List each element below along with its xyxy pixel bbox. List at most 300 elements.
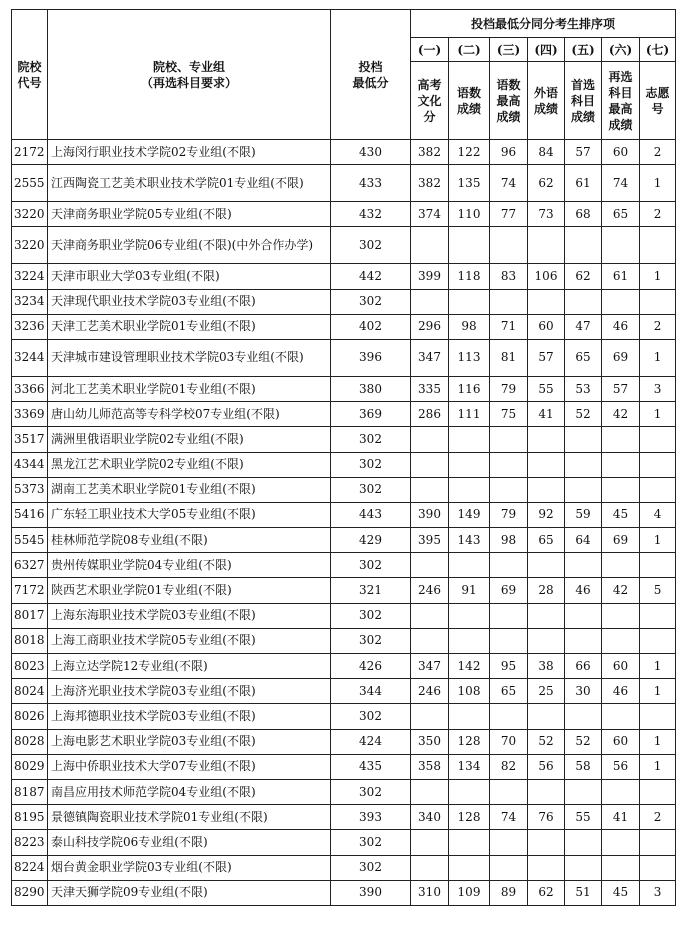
table-row: [12, 140, 676, 165]
header-tiebreak-item: [565, 62, 602, 140]
cell-tiebreak: 65: [490, 679, 528, 704]
table-row: [12, 553, 676, 578]
cell-name: 桂林师范学院08专业组(不限): [48, 528, 331, 553]
cell-tiebreak: [528, 603, 565, 628]
cell-tiebreak: [449, 553, 490, 578]
cell-tiebreak: 382: [411, 140, 449, 165]
cell-tiebreak: 55: [565, 805, 602, 830]
cell-tiebreak: 246: [411, 578, 449, 603]
header-tiebreak-num: (一): [411, 38, 449, 62]
cell-tiebreak: [602, 830, 640, 855]
cell-tiebreak: [528, 855, 565, 880]
cell-tiebreak: [565, 553, 602, 578]
table-row: [12, 729, 676, 754]
cell-tiebreak: [565, 227, 602, 264]
cell-tiebreak: 38: [528, 654, 565, 679]
cell-tiebreak: 95: [490, 654, 528, 679]
cell-code: 3220: [12, 227, 48, 264]
cell-tiebreak: [602, 477, 640, 502]
cell-tiebreak: 73: [528, 202, 565, 227]
cell-code: 8024: [12, 679, 48, 704]
cell-min-score: 433: [331, 165, 411, 202]
cell-min-score: 344: [331, 679, 411, 704]
cell-tiebreak: 57: [528, 339, 565, 376]
cell-tiebreak: [449, 227, 490, 264]
cell-name: 上海闵行职业技术学院02专业组(不限): [48, 140, 331, 165]
cell-tiebreak: 2: [640, 805, 676, 830]
header-tiebreak-item-label: 再选 科目 最高 成绩: [608, 69, 633, 132]
table-header: [12, 10, 676, 140]
cell-tiebreak: [490, 603, 528, 628]
cell-tiebreak: 1: [640, 165, 676, 202]
table-row: [12, 855, 676, 880]
cell-tiebreak: 111: [449, 402, 490, 427]
cell-tiebreak: [640, 855, 676, 880]
cell-min-score: 393: [331, 805, 411, 830]
cell-tiebreak: [565, 477, 602, 502]
cell-tiebreak: 66: [565, 654, 602, 679]
header-tiebreak-item: [602, 62, 640, 140]
cell-tiebreak: 45: [602, 880, 640, 905]
cell-name: 湖南工艺美术职业学院01专业组(不限): [48, 477, 331, 502]
cell-tiebreak: 52: [528, 729, 565, 754]
cell-code: 2555: [12, 165, 48, 202]
cell-min-score: 442: [331, 264, 411, 289]
cell-min-score: 302: [331, 427, 411, 452]
cell-tiebreak: 374: [411, 202, 449, 227]
cell-tiebreak: 75: [490, 402, 528, 427]
cell-tiebreak: [411, 779, 449, 804]
cell-tiebreak: 47: [565, 314, 602, 339]
cell-tiebreak: [565, 704, 602, 729]
cell-tiebreak: 61: [565, 165, 602, 202]
cell-tiebreak: 28: [528, 578, 565, 603]
cell-tiebreak: [411, 477, 449, 502]
header-code: 院校 代号: [12, 10, 48, 140]
cell-tiebreak: 2: [640, 140, 676, 165]
cell-tiebreak: [449, 628, 490, 653]
cell-code: 3244: [12, 339, 48, 376]
cell-tiebreak: [565, 779, 602, 804]
cell-code: 5373: [12, 477, 48, 502]
cell-tiebreak: [565, 830, 602, 855]
table-row: [12, 805, 676, 830]
cell-tiebreak: 149: [449, 502, 490, 527]
table-row: [12, 628, 676, 653]
cell-name: 唐山幼儿师范高等专科学校07专业组(不限): [48, 402, 331, 427]
cell-tiebreak: 335: [411, 376, 449, 401]
cell-tiebreak: 68: [565, 202, 602, 227]
cell-code: 8017: [12, 603, 48, 628]
cell-min-score: 430: [331, 140, 411, 165]
cell-tiebreak: [490, 289, 528, 314]
cell-tiebreak: 347: [411, 339, 449, 376]
cell-code: 7172: [12, 578, 48, 603]
cell-tiebreak: [411, 855, 449, 880]
cell-tiebreak: [602, 704, 640, 729]
cell-tiebreak: 1: [640, 654, 676, 679]
cell-tiebreak: 41: [602, 805, 640, 830]
header-tiebreak-num: (三): [490, 38, 528, 62]
header-tiebreak-num: (六): [602, 38, 640, 62]
header-tiebreak-num: (七): [640, 38, 676, 62]
cell-tiebreak: [449, 603, 490, 628]
cell-tiebreak: [640, 452, 676, 477]
cell-code: 3366: [12, 376, 48, 401]
cell-tiebreak: 61: [602, 264, 640, 289]
table-row: [12, 754, 676, 779]
cell-tiebreak: 98: [490, 528, 528, 553]
cell-tiebreak: 45: [602, 502, 640, 527]
header-tiebreak-item-label: 外语 成绩: [533, 85, 558, 116]
cell-code: 8026: [12, 704, 48, 729]
cell-code: 4344: [12, 452, 48, 477]
cell-name: 上海中侨职业技术大学07专业组(不限): [48, 754, 331, 779]
cell-tiebreak: 57: [565, 140, 602, 165]
cell-tiebreak: 64: [565, 528, 602, 553]
cell-tiebreak: [602, 628, 640, 653]
cell-tiebreak: [528, 289, 565, 314]
header-tiebreak-item-label: 语数 成绩: [456, 85, 481, 116]
cell-name: 贵州传媒职业学院04专业组(不限): [48, 553, 331, 578]
header-tiebreak-item: [528, 62, 565, 140]
cell-tiebreak: [449, 452, 490, 477]
cell-tiebreak: [449, 477, 490, 502]
cell-tiebreak: 69: [490, 578, 528, 603]
cell-tiebreak: 69: [602, 528, 640, 553]
cell-name: 天津商务职业学院05专业组(不限): [48, 202, 331, 227]
cell-name: 广东轻工职业技术大学05专业组(不限): [48, 502, 331, 527]
header-tiebreak-item-label: 志愿 号: [645, 85, 670, 116]
cell-name: 烟台黄金职业学院03专业组(不限): [48, 855, 331, 880]
cell-name: 上海工商职业技术学院05专业组(不限): [48, 628, 331, 653]
cell-tiebreak: 246: [411, 679, 449, 704]
cell-tiebreak: [528, 452, 565, 477]
cell-tiebreak: [602, 603, 640, 628]
cell-tiebreak: [411, 227, 449, 264]
cell-tiebreak: 96: [490, 140, 528, 165]
cell-tiebreak: [411, 289, 449, 314]
cell-name: 上海济光职业技术学院03专业组(不限): [48, 679, 331, 704]
cell-tiebreak: 143: [449, 528, 490, 553]
header-tiebreak-item: [640, 62, 676, 140]
header-tiebreak-num: (二): [449, 38, 490, 62]
cell-min-score: 302: [331, 830, 411, 855]
cell-tiebreak: [490, 704, 528, 729]
table-row: [12, 654, 676, 679]
cell-tiebreak: [411, 704, 449, 729]
cell-min-score: 435: [331, 754, 411, 779]
cell-tiebreak: 30: [565, 679, 602, 704]
table-row: [12, 264, 676, 289]
cell-tiebreak: 62: [528, 880, 565, 905]
header-tiebreak-num: (五): [565, 38, 602, 62]
cell-tiebreak: 79: [490, 502, 528, 527]
cell-tiebreak: [449, 830, 490, 855]
cell-min-score: 302: [331, 855, 411, 880]
header-tiebreak-item: [411, 62, 449, 140]
cell-tiebreak: [640, 628, 676, 653]
cell-min-score: 424: [331, 729, 411, 754]
cell-tiebreak: 57: [602, 376, 640, 401]
cell-tiebreak: [640, 779, 676, 804]
cell-tiebreak: 60: [528, 314, 565, 339]
cell-code: 8028: [12, 729, 48, 754]
table-row: [12, 452, 676, 477]
cell-name: 天津城市建设管理职业技术学院03专业组(不限): [48, 339, 331, 376]
cell-tiebreak: [640, 830, 676, 855]
cell-tiebreak: [528, 427, 565, 452]
cell-tiebreak: [602, 553, 640, 578]
header-min-score: 投档 最低分: [331, 10, 411, 140]
cell-tiebreak: 1: [640, 402, 676, 427]
cell-tiebreak: 350: [411, 729, 449, 754]
cell-tiebreak: 390: [411, 502, 449, 527]
cell-tiebreak: 74: [490, 165, 528, 202]
cell-tiebreak: 128: [449, 805, 490, 830]
cell-tiebreak: [565, 427, 602, 452]
cell-tiebreak: 109: [449, 880, 490, 905]
cell-min-score: 443: [331, 502, 411, 527]
cell-tiebreak: 62: [565, 264, 602, 289]
cell-tiebreak: 113: [449, 339, 490, 376]
cell-tiebreak: 3: [640, 376, 676, 401]
table-row: [12, 165, 676, 202]
cell-min-score: 321: [331, 578, 411, 603]
cell-tiebreak: [490, 227, 528, 264]
table-row: [12, 376, 676, 401]
cell-tiebreak: 41: [528, 402, 565, 427]
cell-code: 8290: [12, 880, 48, 905]
cell-tiebreak: 347: [411, 654, 449, 679]
cell-tiebreak: 1: [640, 729, 676, 754]
cell-tiebreak: [411, 427, 449, 452]
cell-code: 3236: [12, 314, 48, 339]
cell-tiebreak: 65: [528, 528, 565, 553]
cell-code: 8224: [12, 855, 48, 880]
header-tiebreak-item: [490, 62, 528, 140]
table-row: [12, 227, 676, 264]
table-row: [12, 202, 676, 227]
cell-tiebreak: 83: [490, 264, 528, 289]
cell-tiebreak: [528, 553, 565, 578]
cell-tiebreak: [490, 452, 528, 477]
cell-tiebreak: 59: [565, 502, 602, 527]
cell-tiebreak: [449, 779, 490, 804]
cell-tiebreak: [411, 603, 449, 628]
cell-tiebreak: [602, 427, 640, 452]
table-row: [12, 880, 676, 905]
cell-tiebreak: [490, 553, 528, 578]
cell-tiebreak: 1: [640, 754, 676, 779]
cell-tiebreak: 52: [565, 729, 602, 754]
cell-min-score: 302: [331, 603, 411, 628]
cell-name: 黑龙江艺术职业学院02专业组(不限): [48, 452, 331, 477]
cell-code: 8195: [12, 805, 48, 830]
cell-tiebreak: 46: [565, 578, 602, 603]
cell-tiebreak: 122: [449, 140, 490, 165]
cell-name: 河北工艺美术职业学院01专业组(不限): [48, 376, 331, 401]
cell-min-score: 302: [331, 452, 411, 477]
cell-tiebreak: 79: [490, 376, 528, 401]
cell-tiebreak: 52: [565, 402, 602, 427]
cell-tiebreak: 74: [490, 805, 528, 830]
cell-tiebreak: 42: [602, 402, 640, 427]
cell-tiebreak: 70: [490, 729, 528, 754]
cell-tiebreak: [640, 427, 676, 452]
table-body: [12, 140, 676, 906]
admission-score-table: [11, 9, 676, 906]
cell-min-score: 369: [331, 402, 411, 427]
table-row: [12, 779, 676, 804]
cell-tiebreak: [490, 855, 528, 880]
cell-tiebreak: 76: [528, 805, 565, 830]
cell-tiebreak: [640, 553, 676, 578]
cell-name: 上海东海职业技术学院03专业组(不限): [48, 603, 331, 628]
cell-tiebreak: 69: [602, 339, 640, 376]
cell-tiebreak: 399: [411, 264, 449, 289]
cell-name: 天津天狮学院09专业组(不限): [48, 880, 331, 905]
cell-tiebreak: [528, 628, 565, 653]
cell-code: 5416: [12, 502, 48, 527]
cell-min-score: 302: [331, 227, 411, 264]
cell-name: 陕西艺术职业学院01专业组(不限): [48, 578, 331, 603]
cell-min-score: 380: [331, 376, 411, 401]
cell-code: 8023: [12, 654, 48, 679]
cell-min-score: 302: [331, 477, 411, 502]
cell-tiebreak: 358: [411, 754, 449, 779]
cell-name: 上海立达学院12专业组(不限): [48, 654, 331, 679]
cell-tiebreak: 5: [640, 578, 676, 603]
cell-tiebreak: 51: [565, 880, 602, 905]
cell-tiebreak: [490, 427, 528, 452]
cell-tiebreak: [602, 855, 640, 880]
cell-tiebreak: 118: [449, 264, 490, 289]
cell-tiebreak: [565, 603, 602, 628]
cell-code: 3220: [12, 202, 48, 227]
cell-tiebreak: [411, 553, 449, 578]
cell-min-score: 302: [331, 553, 411, 578]
header-name: 院校、专业组 （再选科目要求）: [48, 10, 331, 140]
table-row: [12, 289, 676, 314]
cell-tiebreak: 65: [565, 339, 602, 376]
cell-tiebreak: [640, 227, 676, 264]
cell-tiebreak: 142: [449, 654, 490, 679]
cell-tiebreak: [640, 704, 676, 729]
cell-tiebreak: 110: [449, 202, 490, 227]
table-row: [12, 704, 676, 729]
cell-tiebreak: 65: [602, 202, 640, 227]
table-row: [12, 402, 676, 427]
cell-tiebreak: 56: [602, 754, 640, 779]
cell-tiebreak: [490, 628, 528, 653]
cell-tiebreak: [565, 855, 602, 880]
cell-tiebreak: [602, 779, 640, 804]
table-row: [12, 314, 676, 339]
cell-name: 泰山科技学院06专业组(不限): [48, 830, 331, 855]
cell-tiebreak: 382: [411, 165, 449, 202]
cell-tiebreak: [411, 452, 449, 477]
header-tiebreak-item-label: 语数 最高 成绩: [496, 77, 521, 124]
cell-code: 6327: [12, 553, 48, 578]
cell-tiebreak: 84: [528, 140, 565, 165]
cell-tiebreak: 71: [490, 314, 528, 339]
cell-code: 3234: [12, 289, 48, 314]
cell-tiebreak: 2: [640, 202, 676, 227]
cell-tiebreak: 1: [640, 528, 676, 553]
cell-min-score: 429: [331, 528, 411, 553]
cell-code: 8187: [12, 779, 48, 804]
cell-min-score: 432: [331, 202, 411, 227]
cell-tiebreak: 46: [602, 679, 640, 704]
cell-name: 上海电影艺术职业学院03专业组(不限): [48, 729, 331, 754]
cell-tiebreak: 25: [528, 679, 565, 704]
cell-tiebreak: 286: [411, 402, 449, 427]
cell-tiebreak: 60: [602, 729, 640, 754]
cell-tiebreak: 55: [528, 376, 565, 401]
cell-tiebreak: [640, 289, 676, 314]
cell-tiebreak: 1: [640, 679, 676, 704]
cell-min-score: 302: [331, 779, 411, 804]
cell-tiebreak: [528, 830, 565, 855]
cell-code: 2172: [12, 140, 48, 165]
cell-min-score: 302: [331, 289, 411, 314]
cell-code: 3224: [12, 264, 48, 289]
cell-tiebreak: [602, 227, 640, 264]
cell-tiebreak: 98: [449, 314, 490, 339]
cell-min-score: 402: [331, 314, 411, 339]
table-row: [12, 502, 676, 527]
cell-tiebreak: 77: [490, 202, 528, 227]
cell-tiebreak: 62: [528, 165, 565, 202]
table-row: [12, 339, 676, 376]
cell-tiebreak: [528, 704, 565, 729]
cell-tiebreak: 58: [565, 754, 602, 779]
cell-name: 南昌应用技术师范学院04专业组(不限): [48, 779, 331, 804]
cell-name: 天津市职业大学03专业组(不限): [48, 264, 331, 289]
cell-tiebreak: [449, 289, 490, 314]
cell-tiebreak: [602, 289, 640, 314]
cell-code: 8223: [12, 830, 48, 855]
cell-tiebreak: 310: [411, 880, 449, 905]
cell-tiebreak: 395: [411, 528, 449, 553]
cell-tiebreak: [565, 289, 602, 314]
cell-tiebreak: 134: [449, 754, 490, 779]
cell-tiebreak: 3: [640, 880, 676, 905]
cell-tiebreak: 92: [528, 502, 565, 527]
cell-min-score: 302: [331, 628, 411, 653]
cell-min-score: 302: [331, 704, 411, 729]
cell-tiebreak: 91: [449, 578, 490, 603]
table-row: [12, 830, 676, 855]
cell-code: 8018: [12, 628, 48, 653]
table-row: [12, 477, 676, 502]
table-row: [12, 578, 676, 603]
cell-tiebreak: 340: [411, 805, 449, 830]
table-row: [12, 603, 676, 628]
cell-code: 8029: [12, 754, 48, 779]
cell-tiebreak: 82: [490, 754, 528, 779]
cell-tiebreak: 74: [602, 165, 640, 202]
cell-name: 景德镇陶瓷职业技术学院01专业组(不限): [48, 805, 331, 830]
cell-tiebreak: 106: [528, 264, 565, 289]
cell-name: 江西陶瓷工艺美术职业技术学院01专业组(不限): [48, 165, 331, 202]
cell-tiebreak: 1: [640, 264, 676, 289]
cell-tiebreak: [490, 477, 528, 502]
cell-tiebreak: [449, 427, 490, 452]
cell-tiebreak: [528, 477, 565, 502]
header-tiebreak-item-label: 高考 文化 分: [417, 77, 442, 124]
